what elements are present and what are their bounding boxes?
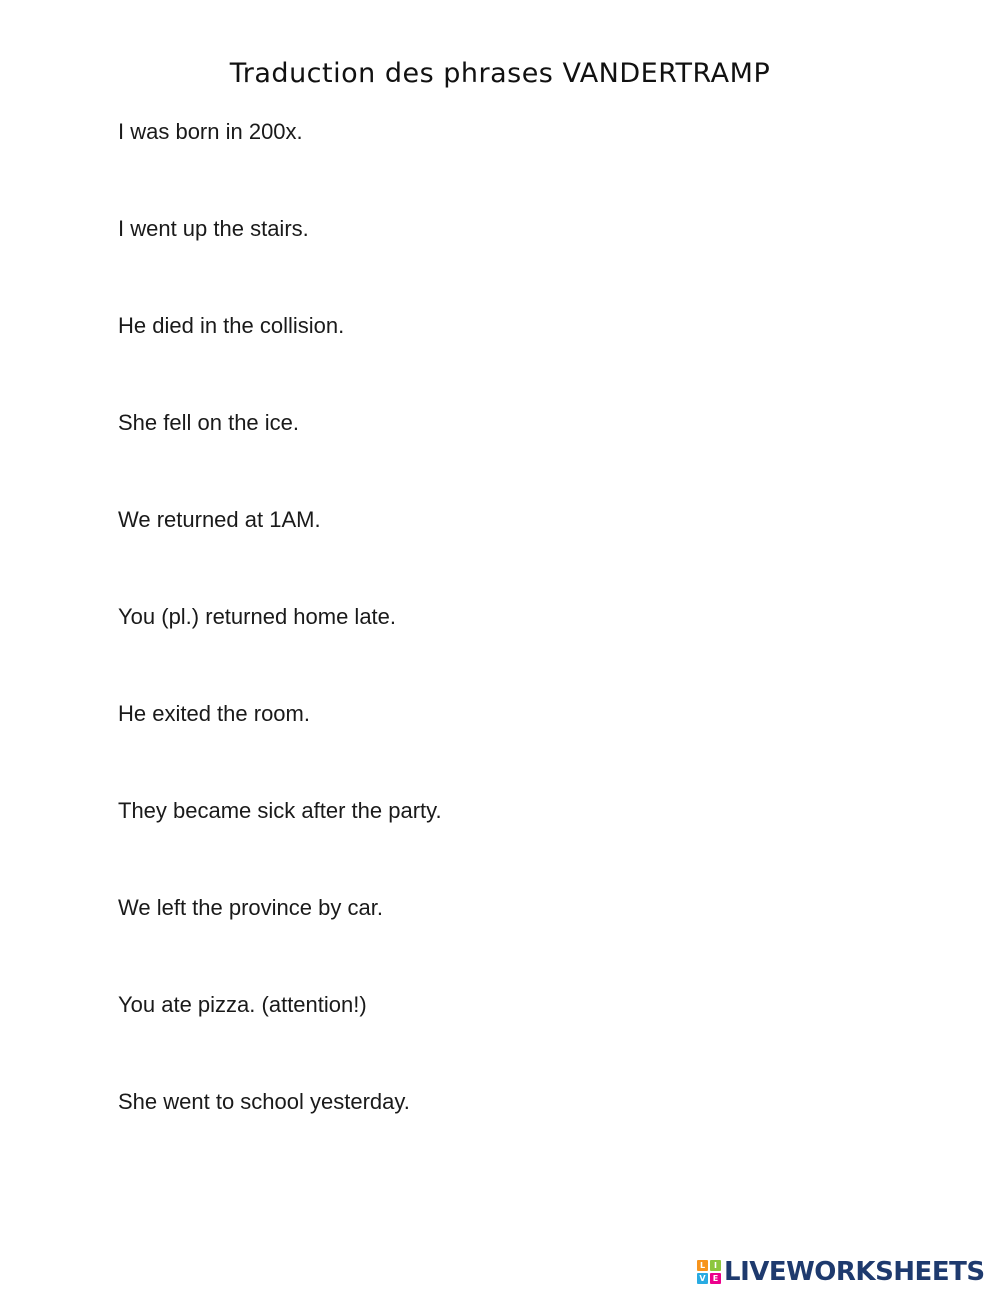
sentence-8: They became sick after the party.: [118, 798, 442, 823]
sentence-10: You ate pizza. (attention!): [118, 992, 367, 1017]
logo-tile: E: [710, 1273, 721, 1284]
logo-tile: L: [697, 1260, 708, 1271]
worksheet-title: Traduction des phrases VANDERTRAMP: [229, 58, 771, 89]
logo-tiles-icon: [697, 1260, 721, 1284]
sentence-3: He died in the collision.: [118, 313, 345, 338]
logo-tile: I: [710, 1260, 721, 1271]
sentence-2: I went up the stairs.: [118, 216, 309, 241]
sentence-1: I was born in 200x.: [118, 119, 303, 144]
sentence-9: We left the province by car.: [118, 895, 383, 920]
logo-text: LIVEWORKSHEETS: [724, 1257, 985, 1287]
sentence-7: He exited the room.: [118, 701, 310, 726]
sentence-11: She went to school yesterday.: [118, 1089, 410, 1114]
sentence-5: We returned at 1AM.: [118, 507, 321, 532]
sentence-6: You (pl.) returned home late.: [118, 604, 397, 629]
liveworksheets-logo: [697, 1258, 985, 1286]
sentence-4: She fell on the ice.: [118, 410, 300, 435]
logo-tile: V: [697, 1273, 708, 1284]
